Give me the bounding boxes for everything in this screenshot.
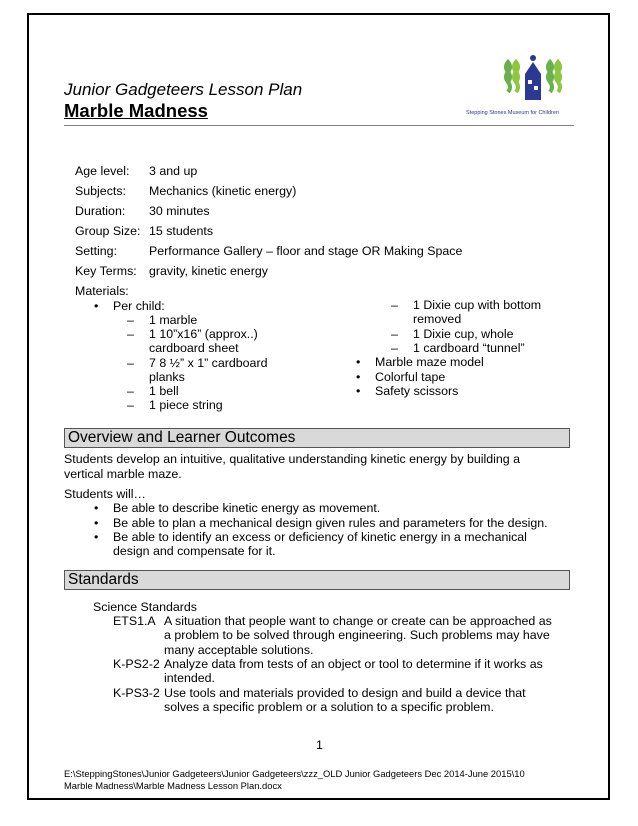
material-item: – 1 Dixie cup with bottom [413, 298, 541, 313]
standard-text: solves a specific problem or a solution to a specific problem. [164, 700, 494, 714]
standard-text: intended. [164, 671, 215, 685]
standards-subheading: Science Standards [93, 600, 198, 614]
file-path: Marble Madness\Marble Madness Lesson Plan.docx [64, 780, 282, 791]
overview-text: vertical marble maze. [64, 467, 182, 481]
header-divider [64, 125, 574, 126]
key-terms-label: Key Terms: [75, 264, 137, 278]
standards-heading: Standards [64, 570, 570, 590]
subjects-value: Mechanics (kinetic energy) [149, 184, 297, 198]
key-terms-value: gravity, kinetic energy [149, 264, 268, 278]
age-label: Age level: [75, 164, 130, 178]
age-value: 3 and up [149, 164, 198, 178]
group-size-label: Group Size: [75, 224, 141, 238]
standard-text: A situation that people want to change or create can be approached as [164, 614, 552, 628]
material-item: – 1 10”x16” (approx..) [149, 327, 258, 342]
museum-logo [464, 52, 576, 120]
material-bullet: • Colorful tape [375, 370, 445, 385]
material-item-cont: removed [413, 312, 462, 326]
material-item: – 1 marble [149, 313, 197, 328]
material-item-cont: planks [149, 370, 185, 384]
outcome-item: • Be able to plan a mechanical design given rules and parameters for the design. [113, 516, 548, 531]
material-item: – 1 bell [149, 384, 179, 399]
setting-value: Performance Gallery – floor and stage OR Making Space [149, 244, 463, 258]
material-bullet: • Safety scissors [375, 384, 458, 399]
standard-code: ETS1.A [113, 614, 156, 628]
standard-text: a problem to be solved through engineering. Such problems may have [164, 628, 550, 642]
subjects-label: Subjects: [75, 184, 126, 198]
page-number: 1 [316, 738, 323, 752]
material-bullet: • Marble maze model [375, 355, 484, 370]
setting-label: Setting: [75, 244, 118, 258]
page-title: Junior Gadgeteers Lesson Plan [64, 80, 303, 99]
material-item-cont: cardboard sheet [149, 341, 239, 355]
overview-text: Students develop an intuitive, qualitative understanding kinetic energy by building a [64, 452, 521, 466]
file-path: E:\SteppingStones\Junior Gadgeteers\Junior Gadgeteers\zzz_OLD Junior Gadgeteers Dec 2014-June 2015\10 [64, 768, 525, 779]
standard-text: Use tools and materials provided to design and build a device that [164, 686, 526, 700]
outcome-item: • Be able to identify an excess or deficiency of kinetic energy in a mechanical [113, 530, 527, 545]
overview-heading: Overview and Learner Outcomes [64, 428, 570, 448]
logo-text: Stepping Stones Museum for Children [466, 110, 559, 116]
material-item: – 7 8 ½” x 1” cardboard [149, 356, 267, 371]
students-will-label: Students will… [64, 487, 146, 501]
standard-code: K-PS2-2 [113, 657, 160, 671]
material-item: – 1 piece string [149, 398, 223, 413]
page-border [27, 13, 610, 800]
duration-label: Duration: [75, 204, 126, 218]
materials-label: Materials: [75, 284, 129, 298]
group-size-value: 15 students [149, 224, 214, 238]
materials-per-child: • Per child: [113, 299, 165, 314]
standard-code: K-PS3-2 [113, 686, 160, 700]
standard-text: many acceptable solutions. [164, 643, 314, 657]
outcome-item-cont: design and compensate for it. [113, 544, 276, 558]
material-item: – 1 cardboard “tunnel” [413, 341, 525, 356]
standard-text: Analyze data from tests of an object or tool to determine if it works as [164, 657, 543, 671]
outcome-item: • Be able to describe kinetic energy as movement. [113, 501, 380, 516]
duration-value: 30 minutes [149, 204, 210, 218]
lesson-title: Marble Madness [64, 100, 208, 121]
material-item: – 1 Dixie cup, whole [413, 327, 514, 342]
